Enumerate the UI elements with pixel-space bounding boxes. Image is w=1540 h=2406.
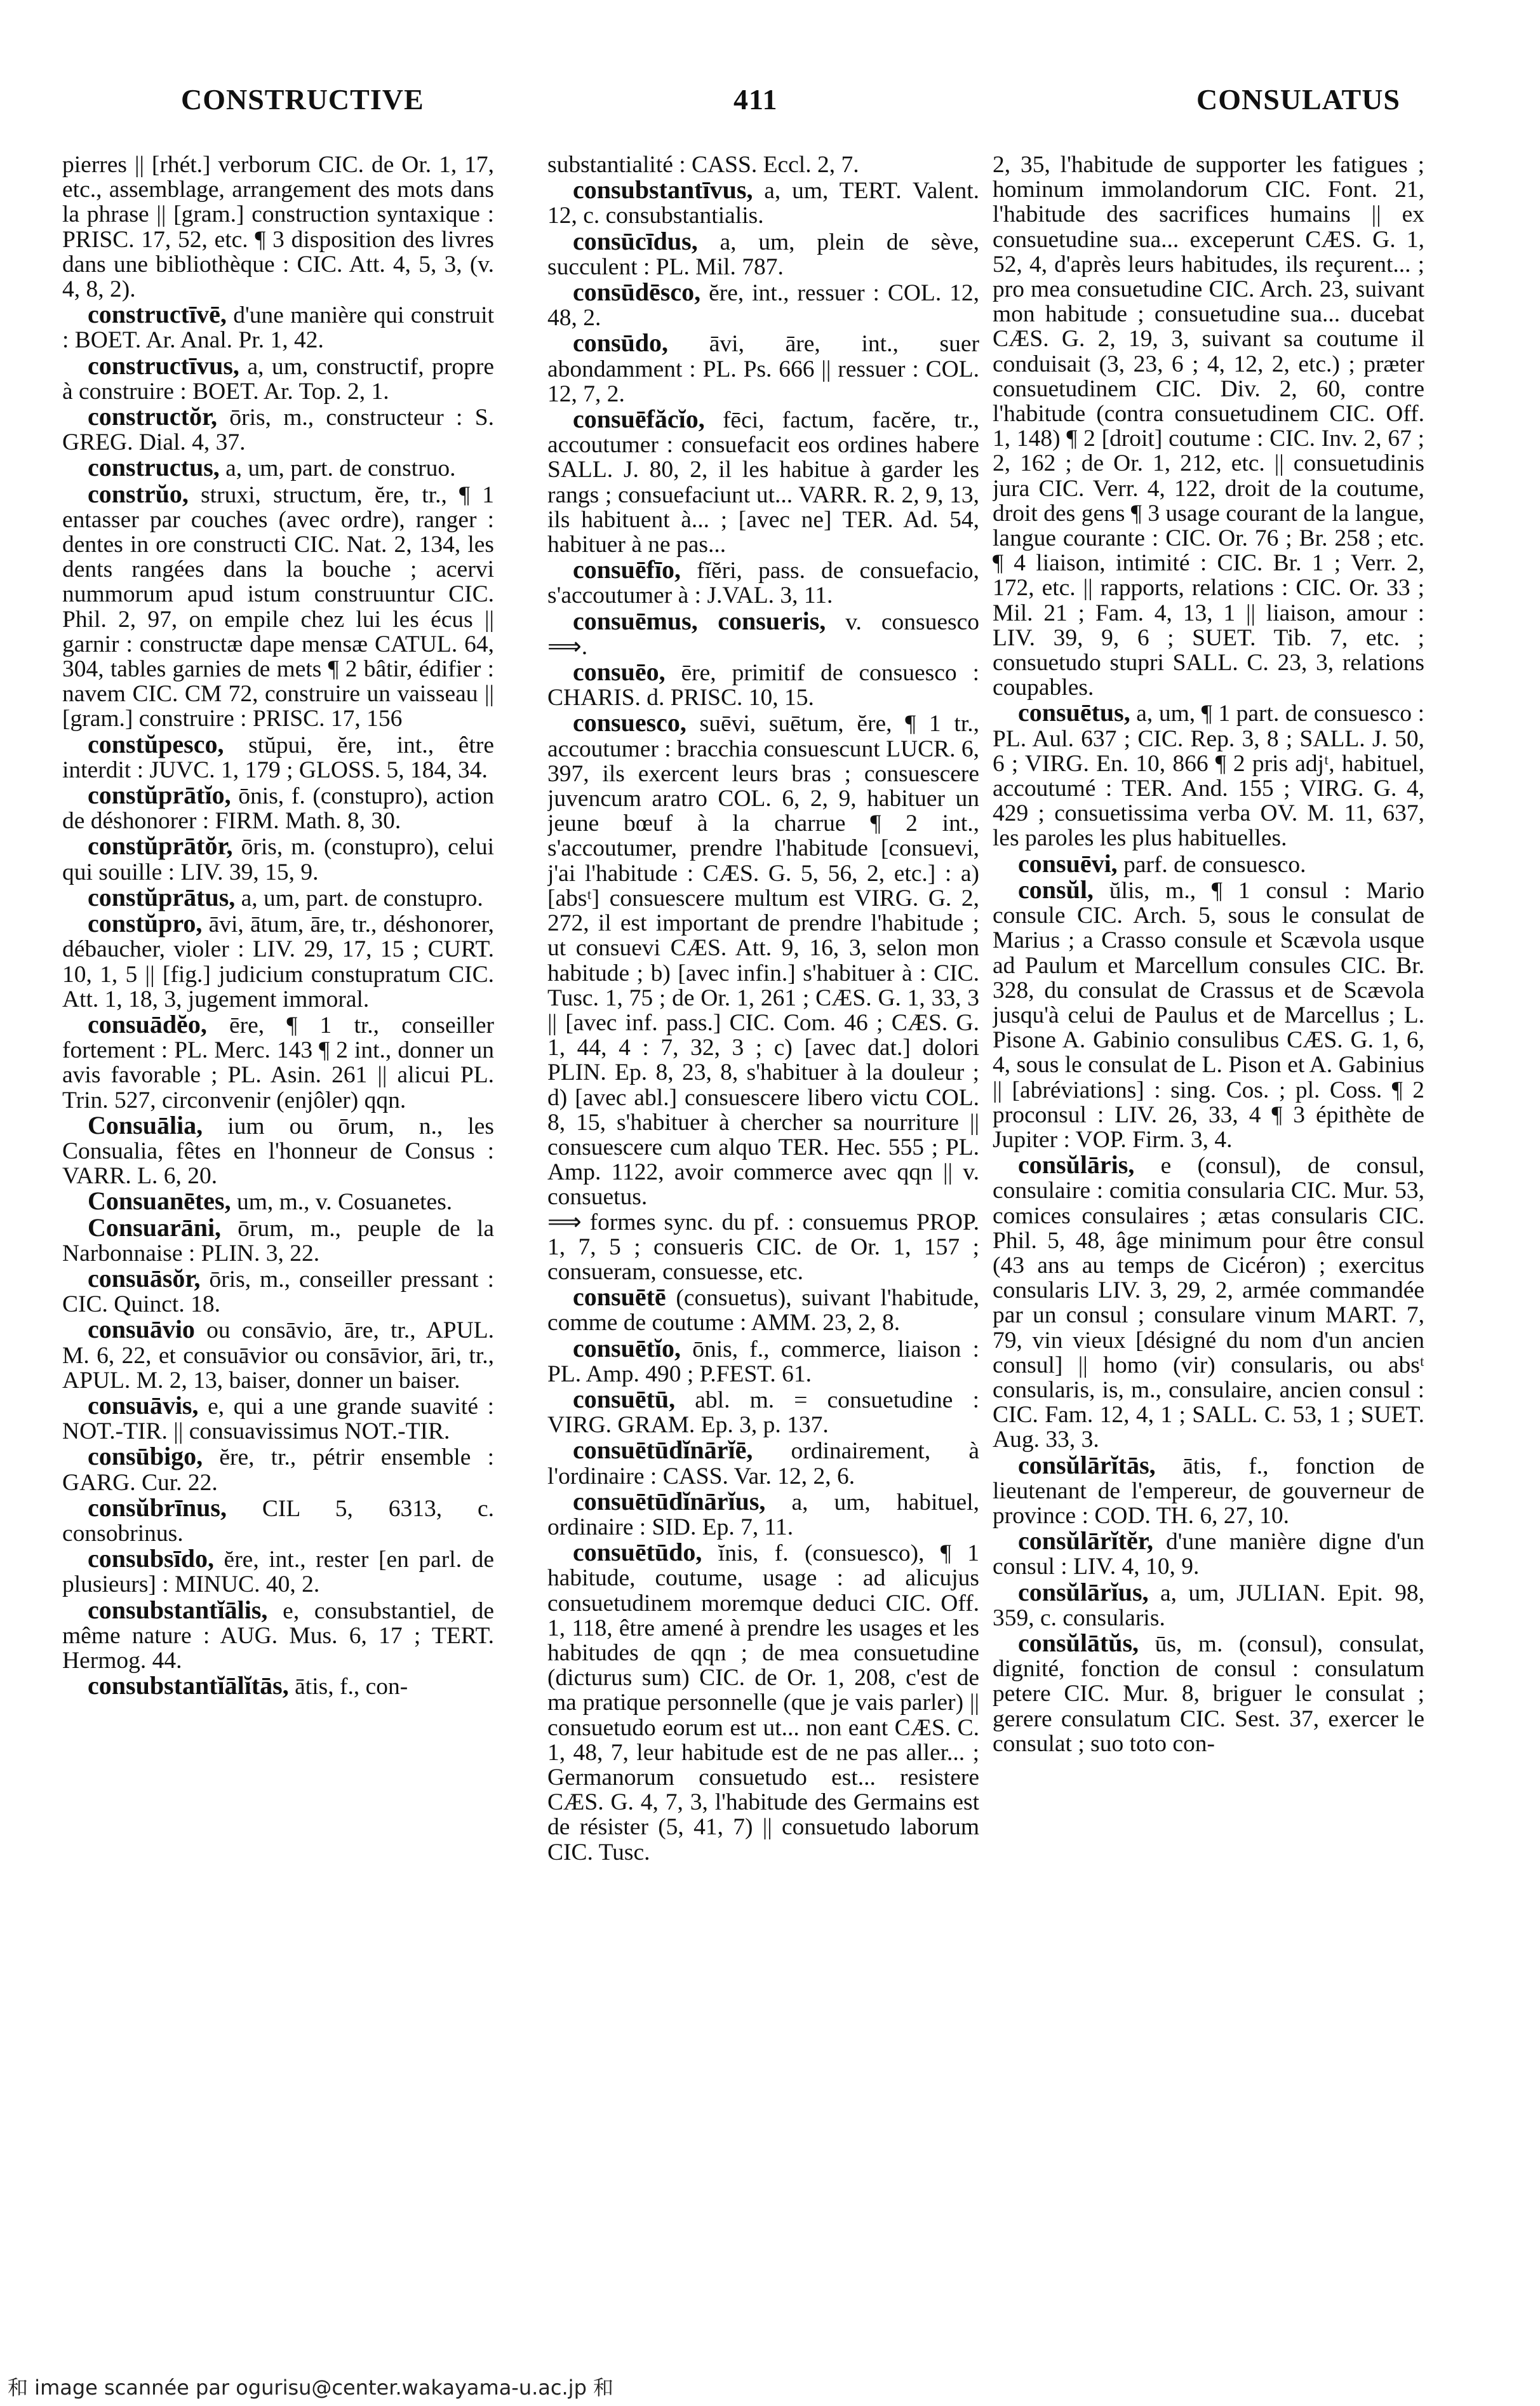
dictionary-entry bbox=[547, 557, 979, 608]
entry-headword: consuētūdo, bbox=[573, 1538, 702, 1567]
entry-headword: consuētūdĭnārĭus, bbox=[573, 1486, 766, 1516]
entry-definition: ⟹ formes sync. du pf. : consuemus PROP. 1, 7, 5 ; consueris CIC. de Or. 1, 157 ; consueram, consuesse, etc. bbox=[547, 1209, 979, 1285]
entry-headword: constrŭo, bbox=[88, 479, 189, 508]
dictionary-entry bbox=[993, 700, 1424, 850]
entry-definition: ōris, m., constructeur : S. GREG. Dial. 4, 37. bbox=[62, 405, 494, 456]
column-2 bbox=[547, 152, 979, 2341]
dictionary-entry bbox=[62, 481, 494, 732]
dictionary-entry bbox=[547, 1437, 979, 1488]
entry-definition: ōnis, f. (constupro), action de déshonorer : FIRM. Math. 8, 30. bbox=[62, 783, 494, 835]
entry-definition: a, um, JULIAN. Epit. 98, 359, c. consularis. bbox=[993, 1580, 1424, 1631]
dictionary-entry bbox=[62, 1597, 494, 1674]
dictionary-entry bbox=[62, 152, 494, 302]
entry-definition: ĕre, int., rester [en parl. de plusieurs] : MINUC. 40, 2. bbox=[62, 1547, 494, 1598]
entry-definition: ēre, primitif de consuesco : CHARIS. d. PRISC. 10, 15. bbox=[547, 660, 979, 711]
dictionary-entry bbox=[993, 877, 1424, 1152]
entry-definition: e (consul), de consul, consulaire : comitia consularia CIC. Mur. 53, comices consulaires ; ætas consularis CIC. Phil. 5, 48, âge minimum pour être consul (43 ans au temps de Cicéron) ; exercitus consularis LIV. 3, 29, 2, armée commandée par un consul ; consulare vinum MART. 7, 79, vin vieux [désigné du nom d'un ancien consul] || homo (vir) consularis, ou absᵗ consularis, is, m., consulaire, ancien consul : CIC. Fam. 12, 4, 1 ; SALL. C. 53, 1 ; SUET. Aug. 33, 3. bbox=[993, 1153, 1424, 1453]
dictionary-entry bbox=[547, 608, 979, 659]
entry-headword: consŭlārĭus, bbox=[1018, 1577, 1149, 1606]
dictionary-entry bbox=[62, 1495, 494, 1546]
entry-headword: constructīvē, bbox=[88, 300, 227, 329]
dictionary-entry bbox=[62, 783, 494, 833]
entry-definition: ātis, f., fonction de lieutenant de l'empereur, de gouverneur de province : COD. TH. 6, 27, 10. bbox=[993, 1453, 1424, 1529]
dictionary-entry bbox=[547, 710, 979, 1209]
entry-definition: a, um, part. de construo. bbox=[225, 455, 456, 482]
entry-definition: a, um, TERT. Valent. 12, c. consubstantialis. bbox=[547, 178, 979, 229]
entry-headword: consubstantĭālis, bbox=[88, 1595, 268, 1624]
dictionary-entry bbox=[547, 279, 979, 330]
entry-headword: consuādĕo, bbox=[88, 1009, 207, 1038]
dictionary-entry bbox=[62, 1673, 494, 1699]
dictionary-entry bbox=[62, 1444, 494, 1495]
dictionary-entry bbox=[547, 1210, 979, 1285]
entry-definition: ou consāvio, āre, tr., APUL. M. 6, 22, et consuāvior ou consāvior, āri, tr., APUL. M. 2, 13, baiser, donner un baiser. bbox=[62, 1317, 494, 1394]
entry-definition: abl. m. = consuetudine : VIRG. GRAM. Ep. 3, p. 137. bbox=[547, 1387, 979, 1439]
entry-headword: constŭprātĭo, bbox=[88, 781, 231, 810]
entry-definition: 2, 35, l'habitude de supporter les fatigues ; hominum immolandorum CIC. Font. 21, l'habitude des sacrifices humains || ex consuetudine sua... exceperunt CÆS. G. 1, 52, 4, d'après leurs habitudes, ils reçurent... ; pro mea consuetudine CIC. Arch. 23, suivant mon habitude ; consuetudine sua... ducebat CÆS. G. 2, 19, 3, suivant sa coutume il conduisait (3, 23, 6 ; 4, 12, 2, etc.) ; præter consuetudinem CIC. Div. 2, 60, contre l'habitude (contra consuetudinem CIC. Off. 1, 148) ¶ 2 [droit] coutume : CIC. Inv. 2, 67 ; 2, 162 ; de Or. 1, 212, etc. || consuetudinis jura CIC. Verr. 4, 122, droit de la coutume, droit des gens ¶ 3 usage courant de la langue, langue courante : CIC. Or. 76 ; Br. 258 ; etc. ¶ 4 liaison, intimité : CIC. Br. 1 ; Verr. 2, 172, etc. || rapports, relations : CIC. Or. 33 ; Mil. 21 ; Fam. 4, 13, 1 || liaison, amour : LIV. 39, 9, 6 ; SUET. Tib. 7, etc. ; consuetudo stupri SALL. C. 23, 3, relations coupables. bbox=[993, 152, 1424, 701]
dictionary-entry bbox=[547, 226, 979, 280]
entry-headword: consuēfăcĭo, bbox=[573, 405, 705, 434]
entry-definition: ĕre, tr., pétrir ensemble : GARG. Cur. 22. bbox=[62, 1444, 494, 1496]
dictionary-entry bbox=[547, 152, 979, 177]
entry-headword: consŭlātŭs, bbox=[1018, 1628, 1139, 1657]
entry-definition: stŭpui, ĕre, int., être interdit : JUVC. 1, 179 ; GLOSS. 5, 184, 34. bbox=[62, 732, 494, 783]
dictionary-entry bbox=[62, 1546, 494, 1597]
entry-definition: āvi, āre, int., suer abondamment : PL. Ps. 666 || ressuer : COL. 12, 7, 2. bbox=[547, 331, 979, 407]
dictionary-entry bbox=[547, 330, 979, 407]
dictionary-entry bbox=[993, 152, 1424, 700]
dictionary-entry bbox=[547, 1284, 979, 1335]
dictionary-entry bbox=[547, 407, 979, 557]
dictionary-entry bbox=[62, 1263, 494, 1318]
entry-definition: a, um, part. de constupro. bbox=[241, 885, 483, 911]
dictionary-entry bbox=[62, 1110, 494, 1190]
entry-headword: consuētē bbox=[573, 1282, 666, 1312]
entry-headword: constructŏr, bbox=[88, 402, 218, 431]
entry-definition: d'une manière qui construit : BOET. Ar. Anal. Pr. 1, 42. bbox=[62, 302, 494, 354]
entry-definition: d'une manière digne d'un consul : LIV. 4, 10, 9. bbox=[993, 1529, 1424, 1580]
entry-definition: parf. de consuesco. bbox=[1123, 851, 1306, 878]
entry-definition: substantialité : CASS. Eccl. 2, 7. bbox=[547, 152, 859, 178]
entry-definition: a, um, constructif, propre à construire : BOET. Ar. Top. 2, 1. bbox=[62, 353, 494, 405]
entry-headword: constructīvus, bbox=[88, 351, 239, 380]
entry-definition: ōris, m., conseiller pressant : CIC. Quinct. 18. bbox=[62, 1266, 494, 1318]
entry-definition: ūs, m. (consul), consulat, dignité, fonction de consul : consulatum petere CIC. Mur. 8, briguer le consulat ; gerere consulatum CIC. Sest. 37, exercer le consulat ; suo toto con- bbox=[993, 1630, 1424, 1757]
entry-definition: ĭnis, f. (consuesco), ¶ 1 habitude, coutume, usage : ad alicujus consuetudinem moremque deduci CIC. Off. 1, 118, être amené à prendre les usages et les habitudes de qqn ; de mea consuetudine (dicturus sum) CIC. de Or. 1, 208, c'est de ma pratique personnelle (que je vais parler) || consuetudo eorum est ut... non eant CÆS. C. 1, 48, 7, leur habitude est de ne pas aller... ; Germanorum consuetudo est... resistere CÆS. G. 4, 7, 3, l'habitude des Germains est de résister (5, 41, 7) || consuetudo laborum CIC. Tusc. bbox=[547, 1540, 979, 1865]
entry-headword: constŭprātus, bbox=[88, 882, 236, 911]
entry-headword: consŭl, bbox=[1018, 875, 1094, 904]
dictionary-entry bbox=[62, 882, 494, 911]
entry-headword: consuētūdĭnārĭē, bbox=[573, 1435, 753, 1465]
entry-definition: suēvi, suētum, ĕre, ¶ 1 tr., accoutumer : bracchia consuescunt LUCR. 6, 397, ils exercent leurs bras ; consuescere juvencum aratro COL. 6, 2, 9, habituer un jeune bœuf à la charrue ¶ 2 int., s'accoutumer, prendre l'habitude [consuevi, j'ai l'habitude : CÆS. G. 5, 56, 2, etc.] : a) [absᵗ] consuescere multum est VIRG. G. 2, 272, il est important de prendre l'habitude ; ut consuevi CÆS. Att. 9, 16, 3, selon mon habitude ; b) [avec infin.] s'habituer à : CIC. Tusc. 1, 75 ; de Or. 1, 261 ; CÆS. G. 1, 33, 3 || [avec inf. pass.] CIC. Com. 46 ; CÆS. G. 1, 44, 4 : 7, 32, 3 ; c) [avec dat.] dolori PLIN. Ep. 8, 23, 8, s'habituer à la douleur ; d) [avec abl.] consuescere libero victu COL. 8, 15, s'habituer à chercher sa nourriture || consuescere cum alquo TER. Hec. 555 ; PL. Amp. 1122, avoir commerce avec qqn || v. consuetus. bbox=[547, 711, 979, 1211]
dictionary-entry bbox=[993, 851, 1424, 877]
dictionary-entry bbox=[62, 353, 494, 404]
entry-definition: CIL 5, 6313, c. consobrinus. bbox=[62, 1495, 494, 1547]
entry-headword: consūbigo, bbox=[88, 1442, 203, 1471]
column-1 bbox=[62, 152, 494, 2341]
entry-definition: āvi, ātum, āre, tr., déshonorer, débaucher, violer : LIV. 29, 17, 15 ; CURT. 10, 1, 5 || [fig.] judicium constupratum CIC. Att. 1, 18, 3, jugement immoral. bbox=[62, 911, 494, 1012]
entry-definition: ium ou ōrum, n., les Consualia, fêtes en l'honneur de Consus : VARR. L. 6, 20. bbox=[62, 1113, 494, 1190]
column-3 bbox=[993, 152, 1424, 2341]
entry-headword: constructus, bbox=[88, 453, 220, 482]
entry-headword: consubsīdo, bbox=[88, 1544, 214, 1573]
dictionary-entry bbox=[62, 1188, 494, 1214]
dictionary-entry bbox=[993, 1450, 1424, 1529]
entry-headword: Consuālia, bbox=[88, 1110, 203, 1139]
entry-headword: consūdēsco, bbox=[573, 278, 701, 307]
dictionary-entry bbox=[993, 1630, 1424, 1756]
dictionary-entry bbox=[547, 1486, 979, 1540]
entry-headword: consubstantĭālĭtās, bbox=[88, 1671, 289, 1700]
entry-headword: Consuarāni, bbox=[88, 1213, 222, 1242]
entry-headword: consŭlāris, bbox=[1018, 1150, 1135, 1179]
entry-definition: um, m., v. Cosuanetes. bbox=[236, 1189, 453, 1216]
entry-headword: consuētĭo, bbox=[573, 1333, 681, 1362]
entry-headword: consŭlārĭtĕr, bbox=[1018, 1526, 1153, 1556]
dictionary-entry bbox=[62, 404, 494, 455]
entry-headword: consubstantīvus, bbox=[573, 175, 753, 205]
dictionary-entry bbox=[993, 1152, 1424, 1452]
entry-headword: consuēfīo, bbox=[573, 555, 681, 584]
entry-definition: a, um, plein de sève, succulent : PL. Mil. 787. bbox=[547, 229, 979, 280]
entry-headword: consūdo, bbox=[573, 328, 669, 358]
scan-credit: 和 image scannée par ogurisu@center.wakayama-u.ac.jp 和 bbox=[8, 2376, 614, 2400]
entry-headword: consuēo, bbox=[573, 657, 666, 687]
page-number: 411 bbox=[733, 83, 778, 116]
entry-definition: ŭlis, m., ¶ 1 consul : Mario consule CIC. Arch. 5, sous le consulat de Marius ; a Crasso consule et Scævola usque ad Paulum et Marcellum consules CIC. Br. 328, du consulat de Crassus et de Scævola jusqu'à celui de Paulus et de Marcellus ; L. Pisone A. Gabinio consulibus CÆS. G. 1, 6, 4, sous le consulat de L. Pison et A. Gabinius || [abréviations] : sing. Cos. ; pl. Coss. ¶ 2 proconsul : LIV. 26, 33, 4 ¶ 3 épithète de Jupiter : VOP. Firm. 3, 4. bbox=[993, 877, 1424, 1153]
entry-headword: consuēvi, bbox=[1018, 849, 1118, 878]
entry-headword: consuētū, bbox=[573, 1384, 676, 1413]
entry-headword: consuāvio bbox=[88, 1315, 195, 1344]
entry-headword: consŭbrīnus, bbox=[88, 1493, 227, 1522]
dictionary-entry bbox=[62, 455, 494, 481]
entry-headword: constŭpro, bbox=[88, 909, 203, 938]
entry-definition: ōrum, m., peuple de la Narbonnaise : PLIN. 3, 22. bbox=[62, 1215, 494, 1267]
entry-headword: Consuanētes, bbox=[88, 1186, 231, 1216]
dictionary-entry bbox=[547, 1333, 979, 1387]
header-left-guideword: CONSTRUCTIVE bbox=[181, 83, 424, 116]
entry-headword: constŭpesco, bbox=[88, 729, 224, 758]
dictionary-entry bbox=[62, 1215, 494, 1266]
dictionary-entry bbox=[62, 911, 494, 1012]
entry-definition: fĭĕri, pass. de consuefacio, s'accoutumer à : J.VAL. 3, 11. bbox=[547, 558, 979, 609]
dictionary-entry bbox=[62, 729, 494, 783]
entry-definition: e, qui a une grande suavité : NOT.-TIR. || consuavissimus NOT.-TIR. bbox=[62, 1393, 494, 1445]
dictionary-entry bbox=[62, 1009, 494, 1113]
header-right-guideword: CONSULATUS bbox=[1196, 83, 1400, 116]
entry-definition: ōris, m. (constupro), celui qui souille : LIV. 39, 15, 9. bbox=[62, 834, 494, 885]
entry-definition: ēre, ¶ 1 tr., conseiller fortement : PL. Merc. 143 ¶ 2 int., donner un avis favorable ; PL. Asin. 261 || alicui PL. Trin. 527, circonvenir (enjôler) qqn. bbox=[62, 1012, 494, 1113]
entry-headword: consŭlārĭtās, bbox=[1018, 1450, 1156, 1479]
entry-definition: v. consuesco ⟹. bbox=[547, 608, 979, 660]
entry-definition: fēci, factum, facĕre, tr., accoutumer : consuefacit eos ordines habere SALL. J. 80, 2, il les habitue à garder les rangs ; consuefaciunt ut... VARR. R. 2, 9, 13, ils habituent à... ; [avec ne] TER. Ad. 54, habituer à ne pas... bbox=[547, 407, 979, 558]
entry-headword: consuētus, bbox=[1018, 698, 1130, 727]
entry-definition: ĕre, int., ressuer : COL. 12, 48, 2. bbox=[547, 280, 979, 332]
entry-definition: (consuetus), suivant l'habitude, comme de coutume : AMM. 23, 2, 8. bbox=[547, 1285, 979, 1336]
dictionary-entry bbox=[547, 1384, 979, 1439]
entry-definition: ātis, f., con- bbox=[295, 1674, 408, 1700]
dictionary-entry bbox=[62, 1317, 494, 1393]
dictionary-entry bbox=[62, 833, 494, 884]
dictionary-entry bbox=[547, 1540, 979, 1865]
dictionary-entry bbox=[993, 1528, 1424, 1579]
entry-definition: a, um, habituel, ordinaire : SID. Ep. 7, 11. bbox=[547, 1489, 979, 1540]
running-header bbox=[127, 83, 1413, 133]
dictionary-entry bbox=[547, 659, 979, 710]
entry-definition: struxi, structum, ĕre, tr., ¶ 1 entasser par couches (avec ordre), ranger : dentes in ore constructi CIC. Nat. 2, 134, les dents rangées dans la bouche ; acervi nummorum apud istum construuntur CIC. Phil. 2, 97, on empile chez lui les écus || garnir : constructæ dape mensæ CATUL. 64, 304, tables garnies de mets ¶ 2 bâtir, édifier : navem CIC. CM 72, construire un vaisseau || [gram.] construire : PRISC. 17, 156 bbox=[62, 481, 494, 732]
entry-definition: pierres || [rhét.] verborum CIC. de Or. 1, 17, etc., assemblage, arrangement des mots dans la phrase || [gram.] construction syntaxique : PRISC. 17, 52, etc. ¶ 3 disposition des livres dans une bibliothèque : CIC. Att. 4, 5, 3, (v. 4, 8, 2). bbox=[62, 152, 494, 303]
dictionary-entry bbox=[547, 177, 979, 228]
entry-headword: consūcīdus, bbox=[573, 226, 698, 255]
entry-definition: ōnis, f., commerce, liaison : PL. Amp. 490 ; P.FEST. 61. bbox=[547, 1336, 979, 1387]
entry-definition: e, consubstantiel, de même nature : AUG. Mus. 6, 17 ; TERT. Hermog. 44. bbox=[62, 1597, 494, 1674]
entry-headword: consuāvis, bbox=[88, 1390, 199, 1420]
entry-definition: ordinairement, à l'ordinaire : CASS. Var. 12, 2, 6. bbox=[547, 1438, 979, 1489]
entry-headword: consuēmus, consueris, bbox=[573, 606, 826, 635]
entry-definition: a, um, ¶ 1 part. de consuesco : PL. Aul. 637 ; CIC. Rep. 3, 8 ; SALL. J. 50, 6 ; VIRG. En. 10, 866 ¶ 2 pris adjᵗ, habituel, accoutumé : TER. And. 155 ; VIRG. G. 4, 429 ; consuetissima verba OV. M. 11, 637, les paroles les plus habituelles. bbox=[993, 701, 1424, 852]
dictionary-entry bbox=[62, 1390, 494, 1445]
dictionary-entry bbox=[993, 1577, 1424, 1631]
entry-headword: consuesco, bbox=[573, 708, 686, 737]
dictionary-entry bbox=[62, 302, 494, 353]
entry-headword: consuāsŏr, bbox=[88, 1263, 201, 1293]
entry-headword: constŭprātŏr, bbox=[88, 831, 233, 861]
